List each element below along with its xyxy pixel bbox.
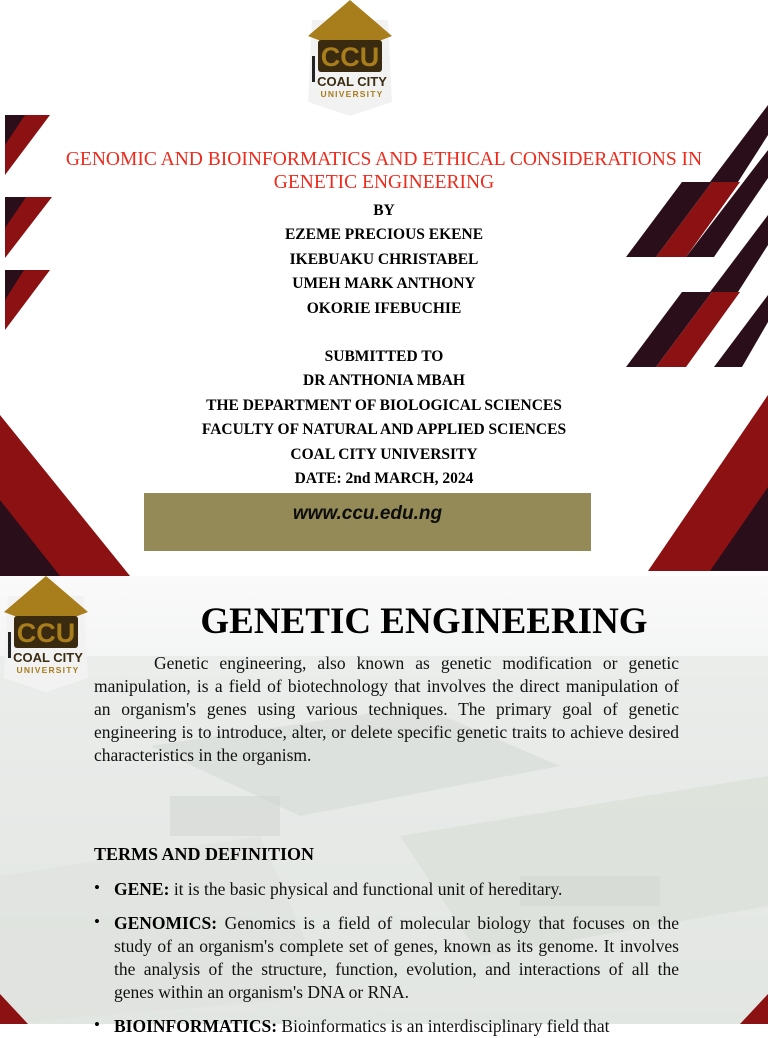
term-name: BIOINFORMATICS: (114, 1016, 278, 1036)
terms-heading: TERMS AND DEFINITION (94, 844, 315, 864)
submission-details (84, 345, 684, 491)
term-definition: Genomics is a field of molecular biology that focuses on the study of an organism's complete set of genes, known as its genome. It involves the analysis of the structure, function, evolution, and interactions of all the genes within an organism's DNA or RNA. (114, 913, 679, 1002)
author-name: EZEME PRECIOUS EKENE (284, 226, 484, 244)
svg-text:CCU: CCU (16, 618, 76, 648)
left-stripes-decoration (0, 110, 60, 340)
author-name: OKORIE IFEBUCHIE (306, 299, 462, 317)
university-logo (304, 0, 396, 118)
svg-text:CCU: CCU (320, 42, 380, 72)
department-name: THE DEPARTMENT OF BIOLOGICAL SCIENCES (206, 396, 562, 414)
svg-text:COAL CITY: COAL CITY (317, 74, 387, 89)
right-corner-accent (738, 994, 768, 1024)
bullet-icon: • (94, 912, 100, 931)
bullet-icon: • (94, 1015, 100, 1034)
by-label: BY (373, 202, 395, 219)
author-list (84, 199, 684, 321)
lecturer-name: DR ANTHONIA MBAH (303, 372, 465, 390)
submission-date: DATE: 2nd MARCH, 2024 (294, 470, 474, 488)
svg-text:UNIVERSITY: UNIVERSITY (16, 665, 80, 675)
bullet-icon: • (94, 878, 100, 897)
left-corner-accent (0, 994, 30, 1024)
presentation-title: GENOMIC AND BIOINFORMATICS AND ETHICAL CONSIDERATIONS IN GENETIC ENGINEERING (65, 149, 703, 193)
section-title: GENETIC ENGINEERING (200, 601, 648, 642)
term-name: GENOMICS: (114, 913, 218, 933)
term-definition: Bioinformatics is an interdisciplinary field that (277, 1016, 610, 1036)
svg-text:UNIVERSITY: UNIVERSITY (320, 89, 384, 99)
term-definition: it is the basic physical and functional unit of hereditary. (169, 879, 563, 899)
term-name: GENE: (114, 879, 170, 899)
university-logo (0, 576, 92, 694)
faculty-name: FACULTY OF NATURAL AND APPLIED SCIENCES (201, 421, 567, 439)
term-item (114, 878, 679, 901)
term-item (114, 912, 679, 1004)
university-url[interactable]: www.ccu.edu.ng (292, 503, 443, 524)
submitted-to-label: SUBMITTED TO (324, 348, 444, 365)
author-name: IKEBUAKU CHRISTABEL (289, 250, 479, 268)
intro-text: Genetic engineering, also known as genetic modification or genetic manipulation, is a field of biotechnology that involves the direct manipulation of an organism's genes using various techniques. The primary goal of genetic engineering is to introduce, alter, or delete specific genetic traits to achieve desired characteristics in the organism. (94, 653, 679, 765)
term-item (114, 1015, 679, 1038)
intro-paragraph (94, 652, 679, 767)
university-name: COAL CITY UNIVERSITY (290, 445, 478, 463)
author-name: UMEH MARK ANTHONY (292, 275, 476, 293)
svg-text:COAL CITY: COAL CITY (13, 650, 83, 665)
